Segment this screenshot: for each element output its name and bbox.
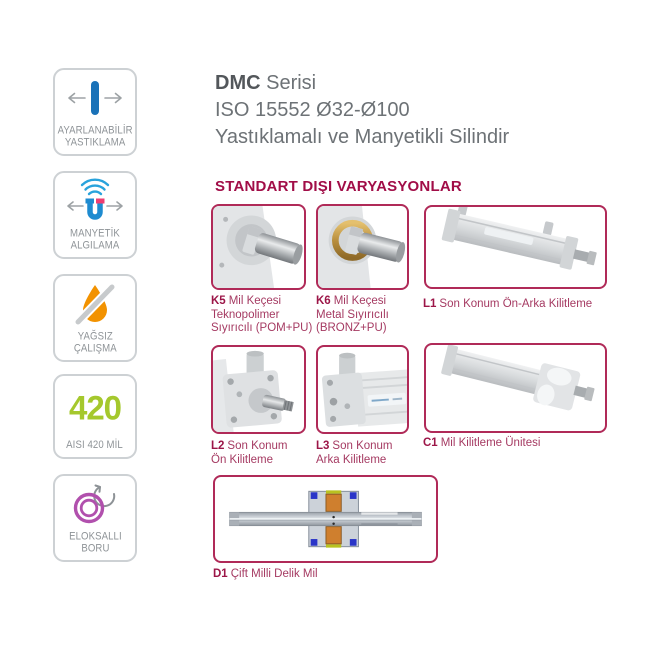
series-subtitle: Yastıklamalı ve Manyetikli Silindir [215, 126, 510, 148]
k6-text: Mil Keçesi Metal Sıyırıcılı (BRONZ+PU) [316, 295, 389, 334]
oil-free-icon [55, 276, 135, 332]
k6-card [316, 204, 409, 290]
c1-text: Mil Kilitleme Ünitesi [440, 437, 541, 449]
feature-label-line: AISI 420 MİL [66, 439, 124, 452]
feature-label-line: ELOKSALLI [68, 530, 122, 543]
feature-magnetic-sensing [53, 171, 137, 259]
feature-label [67, 439, 124, 457]
d1-card [213, 475, 438, 563]
feature-label-line: BORU [80, 542, 110, 555]
product-header [215, 70, 509, 151]
anodized-tube-icon [55, 476, 135, 532]
l3-label [316, 440, 408, 467]
d1-text: Çift Milli Delik Mil [230, 568, 318, 580]
k5-card [211, 204, 306, 290]
l2-text: Son Konum Ön Kilitleme [211, 440, 288, 466]
c1-code: C1 [423, 437, 438, 449]
k6-label [316, 295, 416, 336]
feature-label-line: ALGILAMA [70, 239, 120, 252]
l1-card [424, 205, 607, 289]
adjustable-cushioning-icon [55, 70, 135, 126]
c1-product-image [426, 345, 605, 431]
l1-code: L1 [423, 298, 437, 310]
series-brand: DMC [215, 72, 261, 94]
feature-label [74, 331, 117, 361]
feature-label-line: AYARLANABİLİR [57, 124, 133, 137]
feature-adjustable-cushioning [53, 68, 137, 156]
c1-label [423, 437, 540, 451]
l3-text: Son Konum Arka Kilitleme [316, 440, 393, 466]
k5-text: Mil Keçesi Teknopolimer Sıyırıcılı (POM+PU) [211, 295, 313, 334]
k5-label [211, 295, 313, 336]
l3-product-image [318, 347, 407, 432]
l1-product-image [426, 207, 605, 287]
feature-label-line: ÇALIŞMA [73, 342, 117, 355]
feature-aisi-420 [53, 374, 137, 459]
k6-product-image [318, 206, 407, 288]
l3-card [316, 345, 409, 434]
aisi-420-number: 420 [68, 388, 122, 427]
feature-label-line: YASTIKLAMA [64, 136, 126, 149]
l3-code: L3 [316, 440, 330, 452]
magnetic-sensing-icon [55, 173, 135, 229]
feature-label [69, 531, 122, 561]
d1-label [213, 568, 318, 582]
series-spec: ISO 15552 Ø32-Ø100 [215, 99, 410, 121]
c1-card [424, 343, 607, 433]
l1-label [423, 298, 592, 312]
k5-code: K5 [211, 295, 226, 307]
d1-code: D1 [213, 568, 228, 580]
l2-label [211, 440, 301, 467]
k6-code: K6 [316, 295, 331, 307]
k5-product-image [213, 206, 304, 288]
feature-label-line: MANYETİK [70, 227, 120, 240]
series-word: Serisi [266, 72, 317, 94]
feature-oil-free [53, 274, 137, 362]
series-title [215, 70, 509, 97]
l2-card [211, 345, 306, 434]
feature-label [70, 228, 120, 258]
d1-product-image [215, 477, 436, 561]
aisi-420-icon [55, 376, 135, 440]
section-title: STANDART DIŞI VARYASYONLAR [215, 178, 462, 195]
l2-code: L2 [211, 440, 225, 452]
feature-label-line: YAĞSIZ [77, 330, 113, 343]
l1-text: Son Konum Ön-Arka Kilitleme [439, 298, 593, 310]
feature-label [57, 125, 132, 155]
feature-anodized-tube [53, 474, 137, 562]
l2-product-image [213, 347, 304, 432]
